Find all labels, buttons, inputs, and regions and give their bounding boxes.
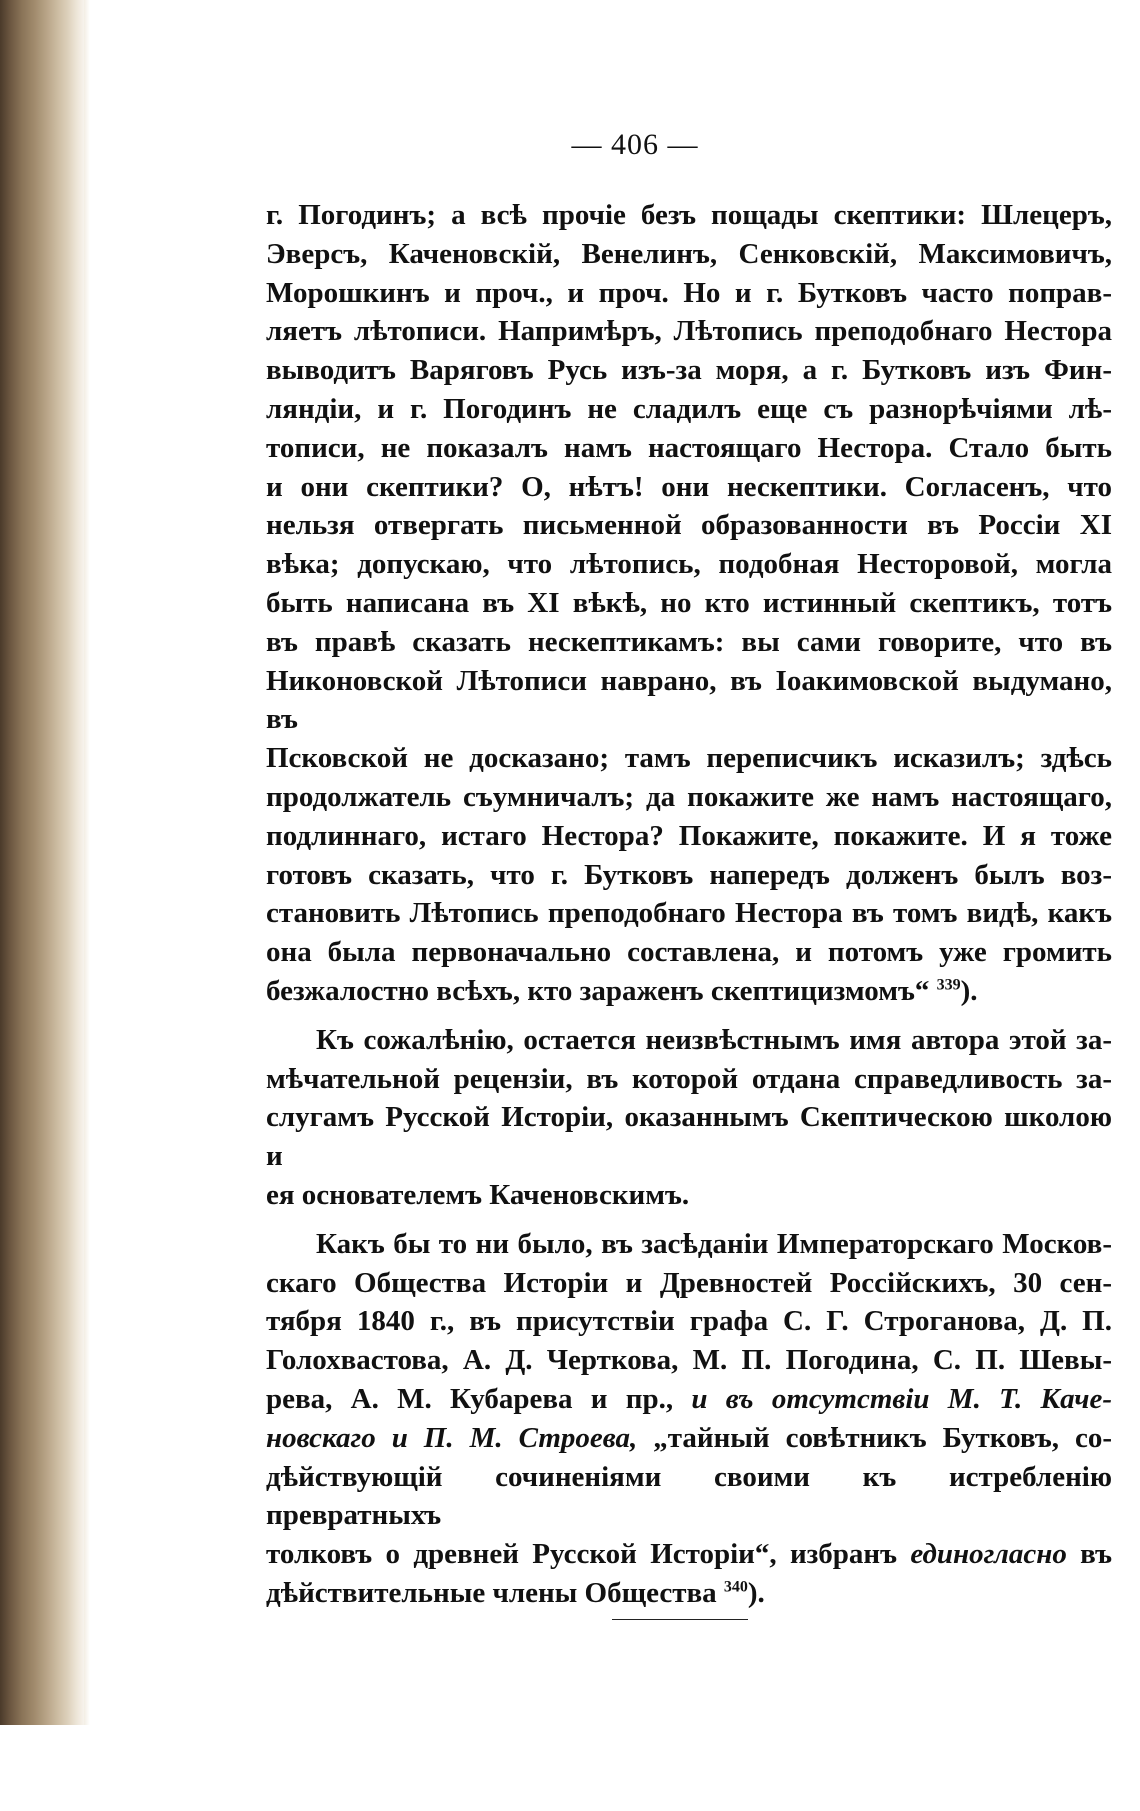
text-run: рева, А. М. Кубарева и пр., — [266, 1382, 692, 1415]
gutter-edge — [84, 0, 90, 1811]
text-run: Морошкинъ и проч., и проч. Но и г. Бутковъ часто поправ- — [266, 276, 1112, 309]
text-run: ляндіи, и г. Погодинъ не сладилъ еще съ разнорѣчіями лѣ- — [266, 392, 1112, 425]
italic-text: единогласно — [910, 1538, 1067, 1571]
text-run: тописи, не показалъ намъ настоящаго Нестора. Стало быть — [266, 431, 1112, 464]
text-line — [266, 429, 1112, 468]
text-line — [266, 1302, 1112, 1341]
text-line — [266, 584, 1112, 623]
text-run: она была первоначально составлена, и потомъ уже громить — [266, 936, 1112, 969]
page-corner — [0, 1725, 150, 1811]
text-run: Какъ бы то ни было, въ засѣданіи Императорскаго Москов- — [316, 1227, 1112, 1260]
text-line — [266, 1535, 1112, 1574]
text-run: ея основателемъ Каченовскимъ. — [266, 1178, 690, 1211]
text-line — [266, 1458, 1112, 1536]
text-line — [266, 1264, 1112, 1303]
text-run: вѣка; допускаю, что лѣтопись, подобная Несторовой, могла — [266, 548, 1112, 581]
book-gutter — [0, 0, 84, 1811]
text-line — [266, 196, 1112, 235]
italic-text: и въ отсутствіи М. Т. Каче- — [691, 1382, 1113, 1415]
text-run: Къ сожалѣнію, остается неизвѣстнымъ имя автора этой за- — [316, 1023, 1112, 1056]
text-line — [266, 1225, 1112, 1264]
text-line — [266, 1098, 1112, 1176]
text-line — [266, 778, 1112, 817]
text-line — [266, 933, 1112, 972]
page-number: — 406 — — [571, 128, 699, 161]
text-run: въ правѣ сказать нескептикамъ: вы сами говорите, что въ — [266, 625, 1112, 658]
text-run: дѣйствующій сочиненіями своими къ истребленію превратныхъ — [266, 1460, 1112, 1532]
text-run: толковъ о древней Русской Исторіи“, избранъ — [266, 1538, 911, 1571]
text-line — [266, 623, 1112, 662]
text-run: продолжатель съумничалъ; да покажите же намъ настоящаго, — [266, 780, 1112, 813]
text-line — [266, 1574, 1112, 1613]
text-run: Псковской не досказано; тамъ переписчикъ исказилъ; здѣсь — [266, 742, 1112, 775]
body-text — [266, 196, 1112, 1613]
text-run: Никоновской Лѣтописи наврано, въ Іоакимовской выдумано, въ — [266, 664, 1112, 736]
text-line — [266, 274, 1112, 313]
text-run: выводитъ Варяговъ Русь изъ-за моря, а г. Бутковъ изъ Фин- — [266, 354, 1112, 387]
text-line — [266, 1021, 1112, 1060]
text-run: безжалостно всѣхъ, кто зараженъ скептицизмомъ“ — [266, 974, 937, 1007]
text-run: въ — [1066, 1538, 1112, 1571]
text-run: становить Лѣтопись преподобнаго Нестора въ томъ видѣ, какъ — [266, 897, 1112, 930]
text-run: мѣчательной рецензіи, въ которой отдана справедливость за- — [266, 1062, 1112, 1095]
text-line — [266, 972, 1112, 1011]
text-line — [266, 856, 1112, 895]
text-run: ). — [960, 974, 978, 1007]
text-run: готовъ сказать, что г. Бутковъ напередъ долженъ былъ воз- — [266, 858, 1112, 891]
text-run: Голохвастова, А. Д. Черткова, М. П. Погодина, С. П. Шевы- — [266, 1344, 1112, 1377]
text-line — [266, 468, 1112, 507]
text-line — [266, 390, 1112, 429]
text-run: нельзя отвергать письменной образованности въ Россіи XI — [266, 509, 1112, 542]
text-line — [266, 739, 1112, 778]
text-run: слугамъ Русской Исторіи, оказаннымъ Скептическою школою и — [266, 1101, 1112, 1173]
text-run: скаго Общества Исторіи и Древностей Россійскихъ, 30 сен- — [266, 1266, 1112, 1299]
text-run: подлиннаго, истаго Нестора? Покажите, покажите. И я тоже — [266, 819, 1112, 852]
text-line — [266, 1176, 1112, 1215]
text-line — [266, 312, 1112, 351]
text-run: „тайный совѣтникъ Бутковъ, со- — [637, 1421, 1112, 1454]
end-rule — [612, 1619, 748, 1620]
text-line — [266, 1380, 1112, 1419]
text-line — [266, 545, 1112, 584]
text-run: и они скептики? О, нѣтъ! они нескептики. Согласенъ, что — [266, 470, 1112, 503]
text-run: Эверсъ, Каченовскій, Венелинъ, Сенковскій, Максимовичъ, — [266, 237, 1112, 270]
text-line — [266, 662, 1112, 740]
text-line — [266, 817, 1112, 856]
footnote-ref: 339 — [936, 976, 961, 994]
text-line — [266, 894, 1112, 933]
text-line — [266, 235, 1112, 274]
text-line — [266, 1060, 1112, 1099]
text-run: г. Погодинъ; а всѣ прочіе безъ пощады скептики: Шлецеръ, — [266, 199, 1112, 231]
italic-text: новскаго и П. М. Строева, — [266, 1421, 638, 1454]
text-run: дѣйствительные члены Общества — [266, 1576, 724, 1609]
text-line — [266, 351, 1112, 390]
footnote-ref: 340 — [723, 1578, 748, 1596]
text-line — [266, 1419, 1112, 1458]
text-run: ). — [747, 1576, 765, 1609]
text-line — [266, 506, 1112, 545]
text-run: тября 1840 г., въ присутствіи графа С. Г. Строганова, Д. П. — [266, 1305, 1112, 1338]
text-run: быть написана въ XI вѣкѣ, но кто истинный скептикъ, тотъ — [266, 586, 1112, 619]
text-line — [266, 1341, 1112, 1380]
text-run: ляетъ лѣтописи. Напримѣръ, Лѣтопись преподобнаго Нестора — [266, 315, 1112, 348]
